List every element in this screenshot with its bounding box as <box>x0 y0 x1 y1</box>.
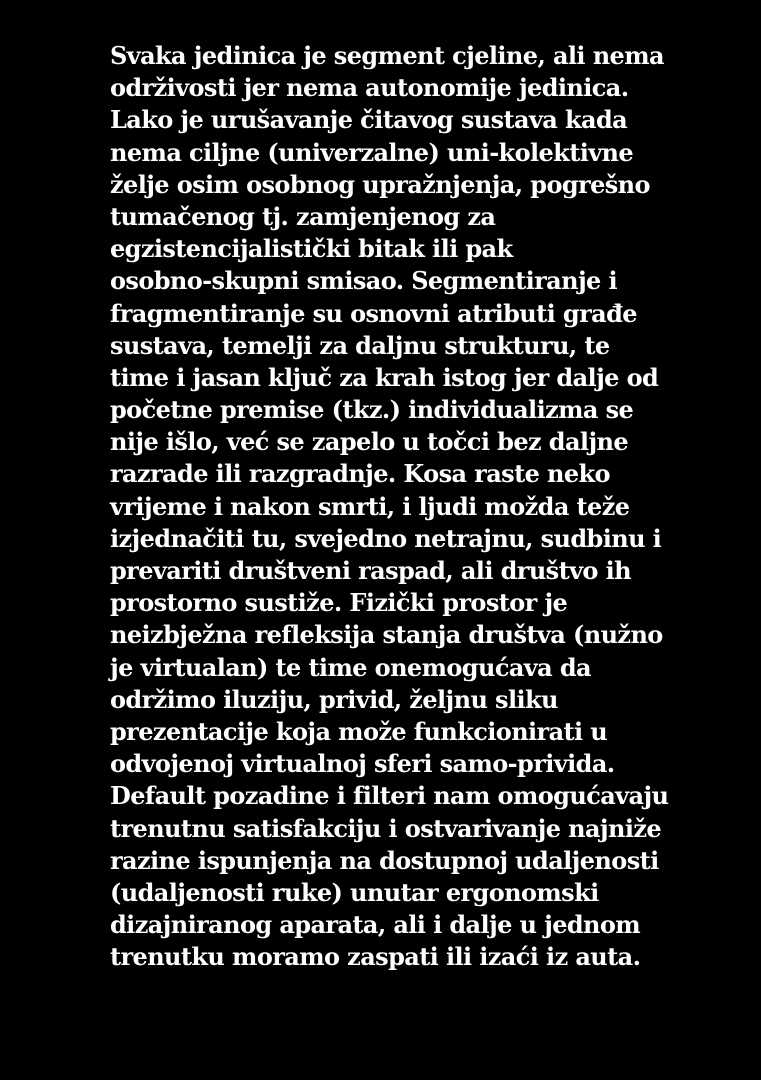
text-line: dizajniranog aparata, ali i dalje u jednom <box>110 910 641 940</box>
text-line: tumačenog tj. zamjenjenog za <box>110 201 496 231</box>
text-line: prevariti društveni raspad, ali društvo ih <box>110 556 631 585</box>
text-line: (udaljenosti ruke) unutar ergonomski <box>110 877 599 907</box>
text-line: održivosti jer nema autonomije jedinica. <box>110 73 629 103</box>
text-line: time i jasan ključ za krah istog jer dalje od <box>110 362 659 392</box>
text-line: nema ciljne (univerzalne) uni-kolektivne <box>110 137 634 167</box>
text-line: sustava, temelji za daljnu strukturu, te <box>110 330 610 360</box>
text-line: Lako je urušavanje čitavog sustava kada <box>110 105 628 135</box>
text-line: Default pozadine i filteri nam omogućavaju <box>110 781 669 811</box>
text-line: izjednačiti tu, svejedno netrajnu, sudbinu i <box>110 523 662 553</box>
text-line: održimo iluziju, privid, željnu sliku <box>110 684 558 714</box>
text-line: razine ispunjenja na dostupnoj udaljenosti <box>110 845 659 875</box>
text-line: vrijeme i nakon smrti, i ljudi možda teže <box>110 491 630 521</box>
text-line: Svaka jedinica je segment cjeline, ali nema <box>110 41 664 70</box>
text-line: trenutnu satisfakciju i ostvarivanje najniže <box>110 813 662 843</box>
text-line: neizbježna refleksija stanja društva (nužno <box>110 620 663 650</box>
text-line: nije išlo, već se zapelo u točci bez daljne <box>110 427 629 457</box>
text-line: je virtualan) te time onemogućava da <box>110 652 591 682</box>
text-line: prostorno sustiže. Fizički prostor je <box>110 588 568 618</box>
text-line: trenutku moramo zaspati ili izaći iz auta. <box>110 942 641 972</box>
text-line: prezentacije koja može funkcionirati u <box>110 716 608 746</box>
text-line: fragmentiranje su osnovni atributi građe <box>110 298 637 328</box>
text-line: egzistencijalistički bitak ili pak <box>110 234 513 264</box>
text-line: odvojenoj virtualnoj sferi samo-privida. <box>110 749 615 779</box>
text-line: želje osim osobnog upražnjenja, pogrešno <box>110 169 650 199</box>
text-line: početne premise (tkz.) individualizma se <box>110 395 634 425</box>
body-paragraph <box>110 40 750 973</box>
text-line: osobno-skupni smisao. Segmentiranje i <box>110 266 617 296</box>
text-line: razrade ili razgradnje. Kosa raste neko <box>110 459 610 489</box>
